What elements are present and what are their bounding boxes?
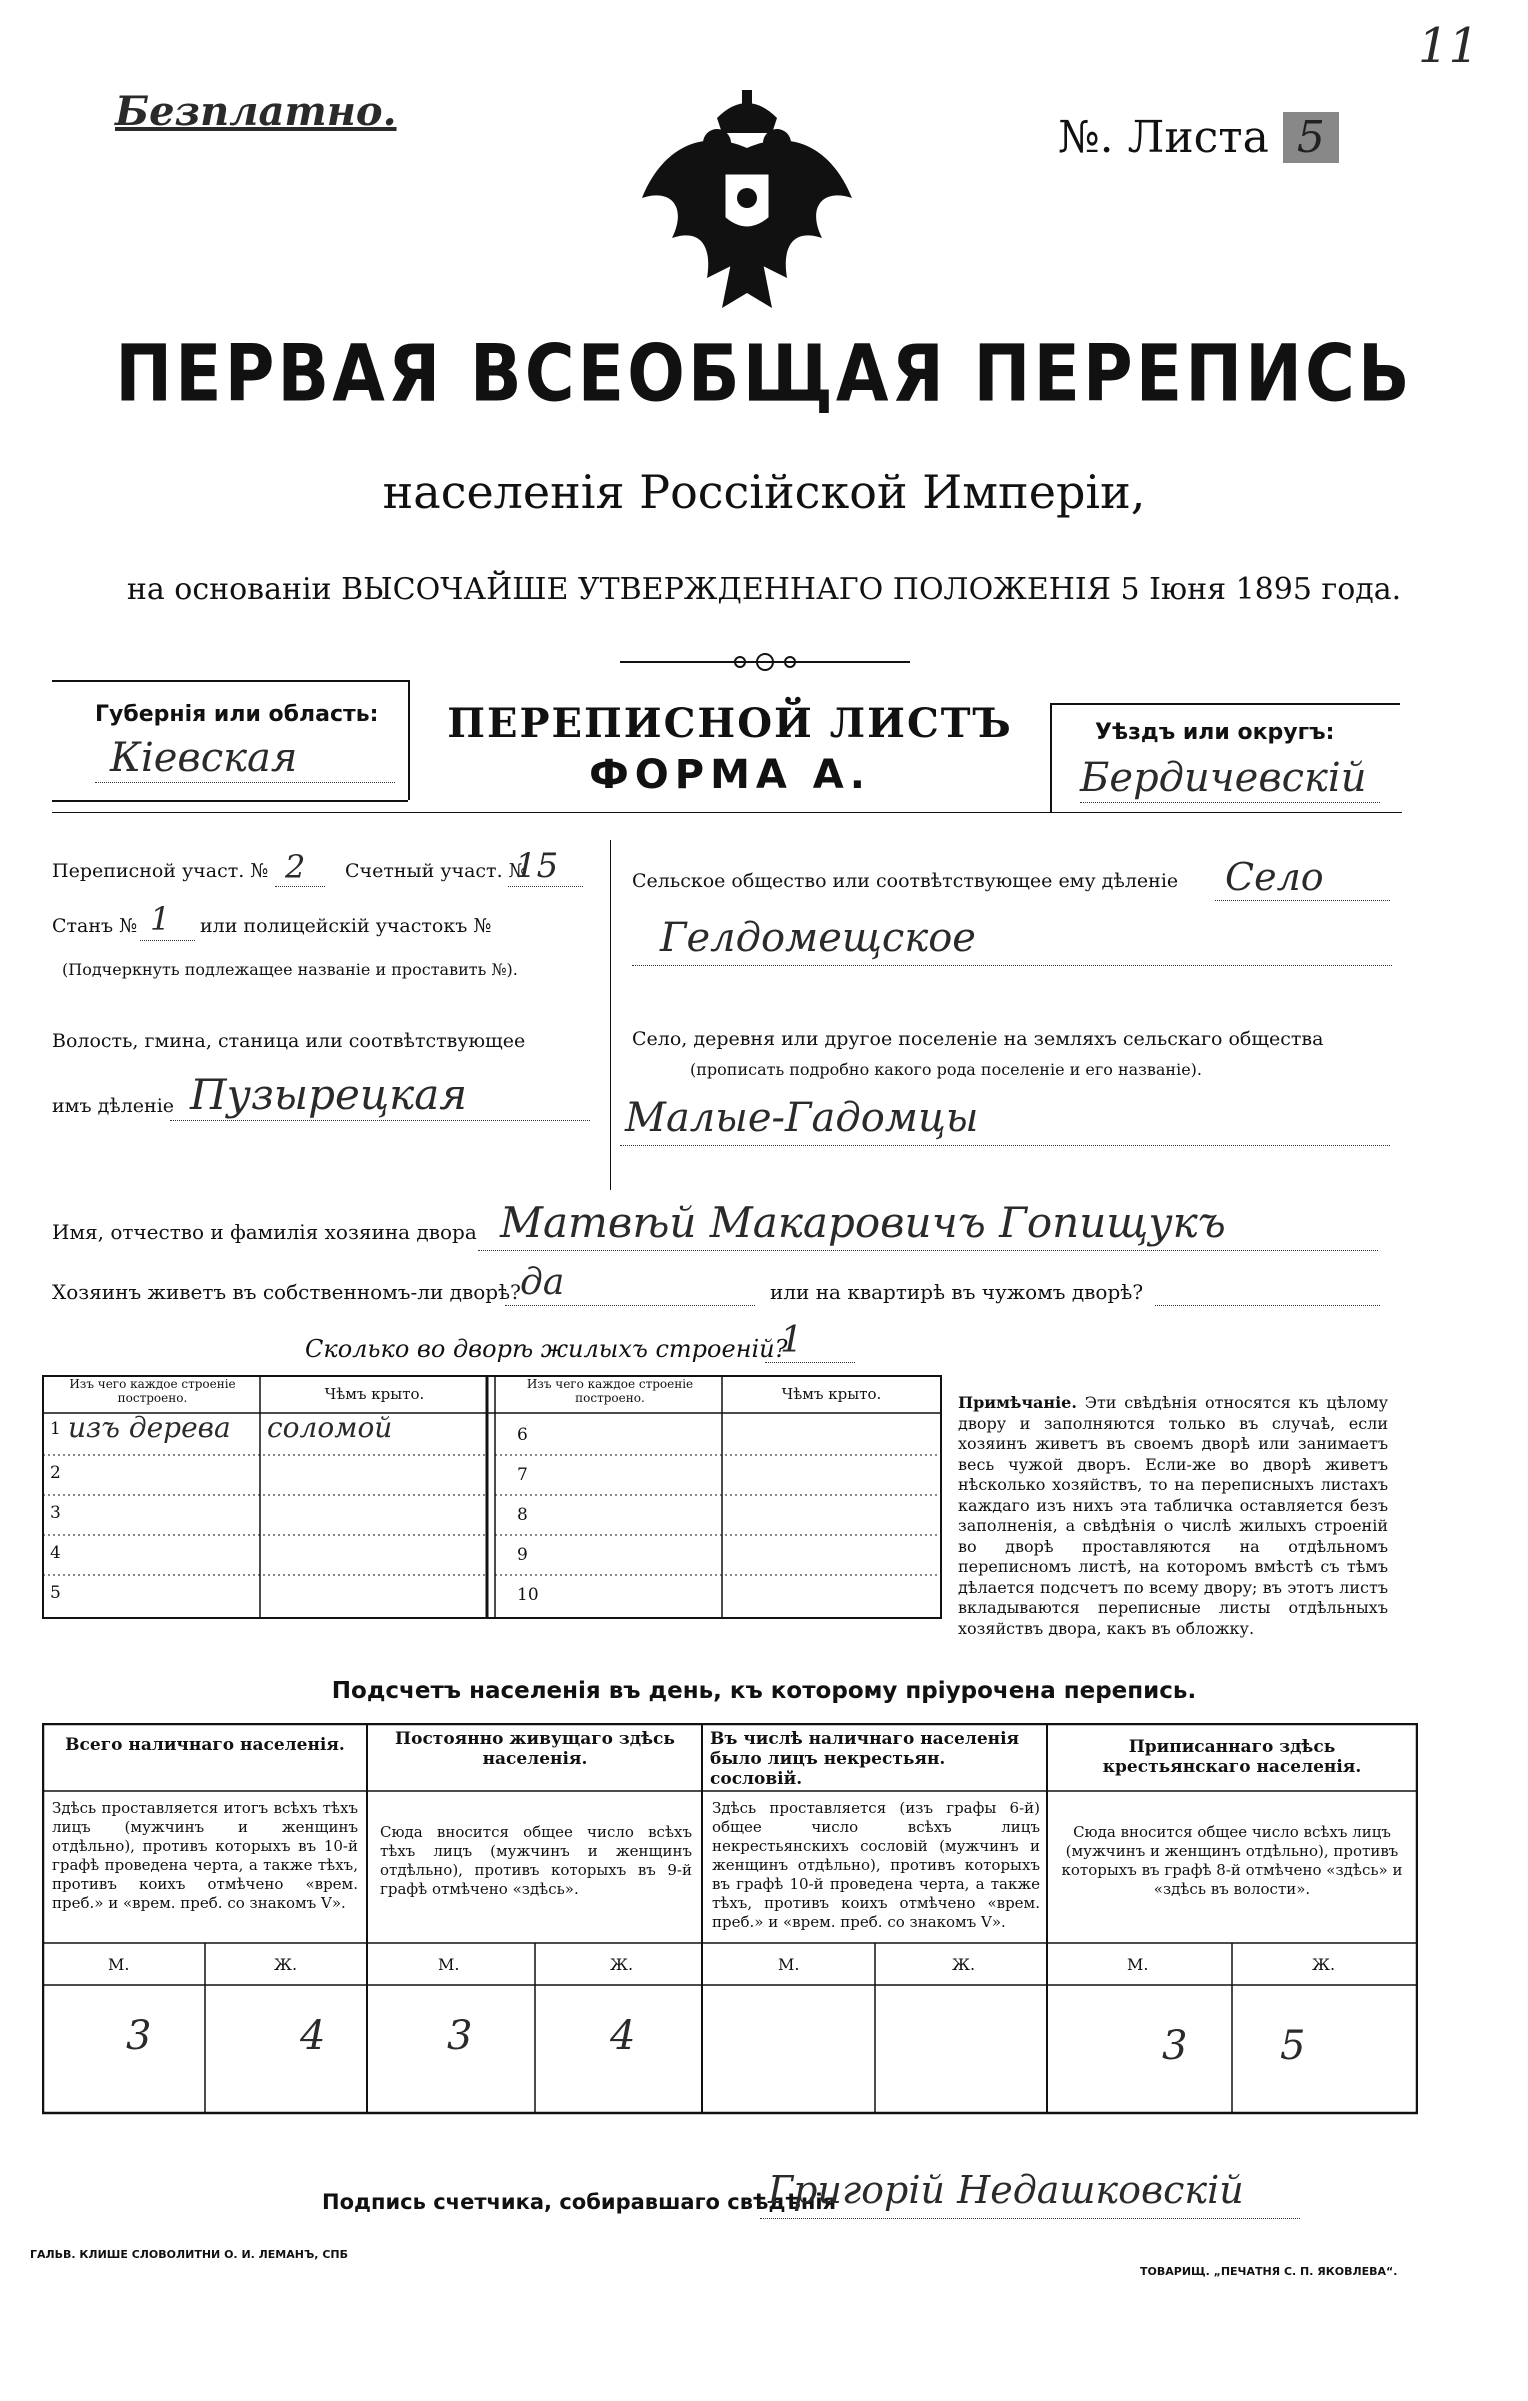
female-label: Ж. xyxy=(274,1955,298,1974)
signature-label: Подпись счетчика, собиравшаго свѣдѣнія xyxy=(322,2190,837,2214)
pop-col-desc: Здѣсь проставляется (изъ графы 6-й) общее число всѣхъ лицъ некрестьянскихъ сословій (мужчинъ и женщинъ отдѣльно), противъ которыхъ въ графѣ 10-й проведена черта, а также тѣхъ, противъ коихъ отмѣчено «врем. преб.» и «врем. преб. со знакомъ V». xyxy=(712,1799,1040,1931)
pop-col-head: Приписаннаго здѣсь крестьянскаго населенія. xyxy=(1102,1737,1362,1777)
corner-mark: 11 xyxy=(1418,18,1480,74)
row-number: 2 xyxy=(50,1463,61,1483)
perepisnoy-value: 2 xyxy=(285,848,306,886)
owner-name-value: Матвѣй Макаровичъ Гопищукъ xyxy=(500,1198,1226,1247)
pop-value-m: 3 xyxy=(1162,2023,1188,2069)
pop-col-head: Всего наличнаго населенія. xyxy=(65,1735,345,1755)
uezd-value: Бердичевскій xyxy=(1080,755,1367,801)
female-label: Ж. xyxy=(610,1955,634,1974)
row-number: 9 xyxy=(517,1545,528,1565)
schetny-label: Счетный участ. № xyxy=(345,860,527,882)
pop-value-f: 4 xyxy=(610,2013,636,2059)
uezd-label: Уѣздъ или округъ: xyxy=(1095,720,1335,745)
female-label: Ж. xyxy=(952,1955,976,1974)
page-title: ПЕРВАЯ ВСЕОБЩАЯ ПЕРЕПИСЬ xyxy=(115,329,1413,420)
pop-value-f: 5 xyxy=(1280,2023,1306,2069)
row-number: 6 xyxy=(517,1425,528,1445)
row-number: 3 xyxy=(50,1503,61,1523)
stan-label: Станъ № xyxy=(52,915,138,937)
male-label: М. xyxy=(778,1955,800,1974)
row-number: 7 xyxy=(517,1465,528,1485)
footer-left: ГАЛЬВ. КЛИШЕ СЛОВОЛИТНИ О. И. ЛЕМАНЪ, СПБ xyxy=(30,2248,348,2261)
owner-name-label: Имя, отчество и фамилія хозяина двора xyxy=(52,1220,477,1244)
row-roof: соломой xyxy=(267,1411,393,1444)
row-number: 1 xyxy=(50,1419,61,1439)
pop-value-m: 3 xyxy=(447,2013,473,2059)
sheet-number xyxy=(1058,112,1339,163)
stan-note: (Подчеркнуть подлежащее названіе и проставить №). xyxy=(62,960,518,979)
note-block xyxy=(958,1393,1388,1639)
pop-col-head: Постоянно живущаго здѣсь населенія. xyxy=(395,1729,675,1769)
volost-label: Волость, гмина, станица или соотвѣтствующее xyxy=(52,1030,526,1052)
footer-right: ТОВАРИЩ. „ПЕЧАТНЯ С. П. ЯКОВЛЕВА“. xyxy=(1140,2265,1398,2278)
society-value-2: Гелдомещское xyxy=(660,915,976,961)
pop-col-desc: Сюда вносится общее число всѣхъ лицъ (мужчинъ и женщинъ отдѣльно), противъ которыхъ въ графѣ 8-й отмѣчено «здѣсь» и «здѣсь въ волости». xyxy=(1061,1823,1403,1898)
note-text: Эти свѣдѣнія относятся къ цѣлому двору и заполняются только въ случаѣ, если хозяинъ живетъ въ своемъ дворѣ или занимаетъ весь чужой дворъ. Если-же во дворѣ живетъ нѣсколько хозяйствъ, то на переписныхъ листахъ каждаго изъ нихъ эта табличка оставляется безъ заполненія, а свѣдѣнія о числѣ жилыхъ строеній во дворѣ проставляются на отдѣльномъ переписномъ листѣ, на которомъ вмѣстѣ съ тѣмъ дѣлается подсчетъ по всему двору; въ этотъ листъ вкладываются переписные листы отдѣльныхъ хозяйствъ двора, какъ въ обложку. xyxy=(958,1393,1388,1638)
buildings-table xyxy=(42,1375,942,1620)
perepisnoy-label: Переписной участ. № xyxy=(52,860,269,882)
population-title: Подсчетъ населенія въ день, къ которому пріурочена перепись. xyxy=(331,1678,1197,1704)
pop-value-f: 4 xyxy=(300,2013,326,2059)
population-table xyxy=(42,1723,1418,2115)
pop-col-desc: Сюда вносится общее число всѣхъ тѣхъ лицъ (мужчинъ и женщинъ отдѣльно), противъ которыхъ въ 9-й графѣ отмѣчено «здѣсь». xyxy=(380,1823,692,1898)
free-label: Безплатно. xyxy=(115,88,397,135)
police-label: или полицейскій участокъ № xyxy=(200,915,492,937)
row-number: 10 xyxy=(517,1585,539,1605)
society-label: Сельское общество или соотвѣтствующее ему дѣленіе xyxy=(632,870,1179,892)
volost-label-2: имъ дѣленіе xyxy=(52,1095,175,1117)
owner-own-label: Хозяинъ живетъ въ собственномъ-ли дворѣ? xyxy=(52,1280,521,1304)
male-label: М. xyxy=(1127,1955,1149,1974)
col-roof-left: Чѣмъ крыто. xyxy=(324,1385,425,1403)
col-roof-right: Чѣмъ крыто. xyxy=(781,1385,882,1403)
row-material: изъ дерева xyxy=(68,1411,231,1444)
ornament-divider xyxy=(620,650,910,674)
schetny-value: 15 xyxy=(515,846,559,886)
page-subtitle: населенія Россійской Имперіи, xyxy=(382,465,1146,519)
society-value-1: Село xyxy=(1225,855,1324,899)
form-title: ПЕРЕПИСНОЙ ЛИСТЪ xyxy=(447,700,1013,747)
signature-value: Григорій Недашковскій xyxy=(768,2168,1244,2212)
female-label: Ж. xyxy=(1312,1955,1336,1974)
coat-of-arms-icon xyxy=(632,88,862,318)
buildings-value: 1 xyxy=(780,1320,803,1361)
form-letter: ФОРМА А. xyxy=(589,752,871,798)
legal-basis: на основаніи ВЫСОЧАЙШЕ УТВЕРЖДЕННАГО ПОЛОЖЕНІЯ 5 Іюня 1895 года. xyxy=(126,572,1402,607)
sheet-number-value: 5 xyxy=(1283,112,1339,163)
male-label: М. xyxy=(108,1955,130,1974)
note-title: Примѣчаніе. xyxy=(958,1393,1077,1412)
buildings-label: Сколько во дворѣ жилыхъ строеній? xyxy=(305,1335,788,1363)
stan-value: 1 xyxy=(150,900,171,938)
row-number: 5 xyxy=(50,1583,61,1603)
village-value: Малые-Гадомцы xyxy=(625,1095,979,1141)
male-label: М. xyxy=(438,1955,460,1974)
village-label: Село, деревня или другое поселеніе на земляхъ сельскаго общества xyxy=(632,1028,1324,1050)
volost-value: Пузырецкая xyxy=(190,1070,468,1119)
village-note: (прописать подробно какого рода поселеніе и его названіе). xyxy=(690,1060,1202,1079)
col-material-left: Изъ чего каждое строеніе построено. xyxy=(69,1377,236,1405)
row-number: 8 xyxy=(517,1505,528,1525)
owner-rent-label: или на квартирѣ въ чужомъ дворѣ? xyxy=(770,1280,1144,1304)
pop-col-head: Въ числѣ наличнаго населенія было лицъ некрестьян. сословій. xyxy=(710,1729,1020,1789)
row-number: 4 xyxy=(50,1543,61,1563)
pop-value-m: 3 xyxy=(126,2013,152,2059)
owner-own-value: да xyxy=(520,1262,565,1303)
pop-col-desc: Здѣсь проставляется итогъ всѣхъ тѣхъ лицъ (мужчинъ и женщинъ отдѣльно), противъ которыхъ въ 10-й графѣ проведена черта, а также тѣхъ, противъ коихъ отмѣчено «врем. преб.» и «врем. преб. со знакомъ V». xyxy=(52,1799,358,1912)
guberniya-value: Кіевская xyxy=(110,735,298,781)
col-material-right: Изъ чего каждое строеніе построено. xyxy=(526,1377,694,1405)
guberniya-label: Губернія или область: xyxy=(95,702,379,727)
sheet-number-label: №. Листа xyxy=(1058,112,1269,163)
